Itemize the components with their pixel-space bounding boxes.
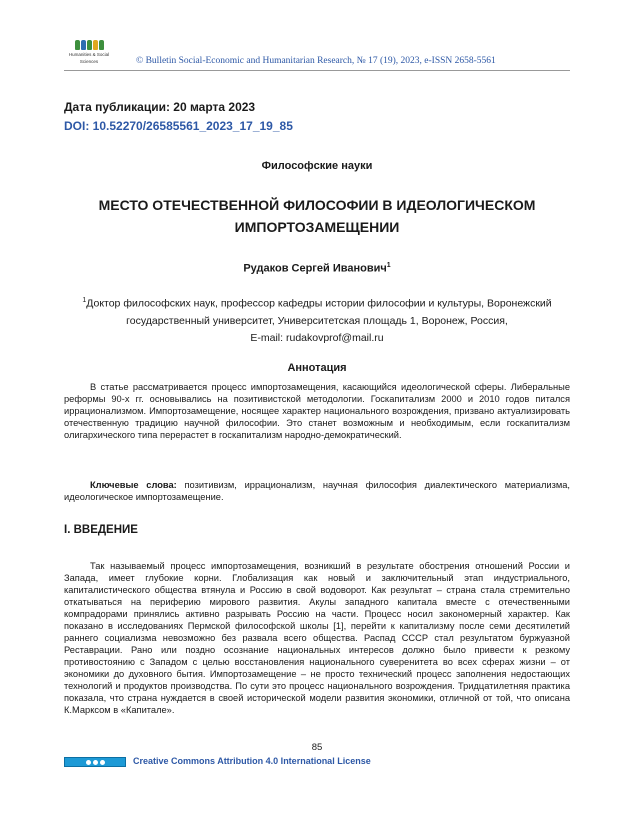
logo-text-line2: Sciences [79, 59, 99, 64]
journal-citation: © Bulletin Social-Economic and Humanitarian Research, № 17 (19), 2023, e-ISSN 2658-5561 [136, 56, 496, 66]
affiliation [64, 292, 570, 347]
license-link[interactable]: Creative Commons Attribution 4.0 International License [133, 756, 371, 766]
introduction-heading: I. ВВЕДЕНИЕ [64, 524, 138, 536]
abstract-text: В статье рассматривается процесс импортозамещения, касающийся идеологической сферы. Либеральные реформы 90-х гг. основывались на позитивистской методологии. Госкапитализм 2000 и 2010 годов питался иррационализмом. Импортозамещение, носящее характер национального возрождения, призвано актуализировать отечественную традицию научной философии. Это станет возможным и необходимым, если госкапитализм олигархического типа перерастет в госкапитализм народно-демократический. [64, 382, 570, 440]
author-sup: 1 [386, 262, 391, 269]
keywords-label: Ключевые слова: [90, 480, 177, 490]
header-divider [64, 70, 570, 71]
keywords [64, 479, 570, 503]
article-title: МЕСТО ОТЕЧЕСТВЕННОЙ ФИЛОСОФИИ В ИДЕОЛОГИЧЕСКОМ ИМПОРТОЗАМЕЩЕНИИ [98, 197, 536, 235]
section-heading: Философские науки [261, 160, 373, 172]
abstract-heading: Аннотация [287, 362, 347, 374]
author-name: Рудаков Сергей Иванович [243, 262, 387, 275]
author-line [64, 262, 570, 275]
keywords-list: позитивизм, иррационализм, научная философия диалектического материализма, идеологическое импортозамещение. [64, 480, 570, 502]
journal-logo [64, 40, 114, 70]
affiliation-sup: 1 [82, 297, 87, 304]
people-logo-icon [64, 40, 114, 50]
publication-date: Дата публикации: 20 марта 2023 [64, 100, 256, 114]
introduction-text: Так называемый процесс импортозамещения, возникший в результате обострения отношений России и Запада, имеет глубокие корни. Глобализация как новый и заключительный этап индустриального, капиталистического общества втянула и Россию в свой водоворот. Как результат – страна стала стремительно откатываться на периферию мирового развития. Акулы западного капитала вместе с отечественными компрадорами принялись активно разрывать Россию на части. Процесс носил закономерный характер. Как показано в исследованиях Пермской философской школы [1], перейти к капитализму после семи десятилетий раннего социализма невозможно без развала всего общества. Распад СССР стал результатом буржуазной Реставрации. Рано или поздно осознание национальных интересов должно было привести к резкому противостоянию с Западом с целью восстановления национального суверенитета во всех сферах жизни – от экономики до духовного бытия. Импортозамещение – не просто технический процесс заполнения недостающих технологий и продуктов производства. По сути это процесс национального возрождения. Тридцатилетняя практика показала, что страна нуждается в своей исторической модели развития экономики, отличной от той, что описана К.Марксом в «Капитале». [64, 561, 570, 715]
affiliation-text: Доктор философских наук, профессор кафедры истории философии и культуры, Воронежский государственный университет, Университетская площадь 1, Воронеж, Россия, [86, 297, 552, 327]
doi-link[interactable]: DOI: 10.52270/26585561_2023_17_19_85 [64, 119, 293, 133]
logo-text-line1: Humanities & Social [68, 52, 110, 57]
author-email[interactable]: E-mail: rudakovprof@mail.ru [250, 331, 384, 344]
creative-commons-badge-icon[interactable] [64, 757, 126, 767]
page-number: 85 [311, 742, 323, 753]
